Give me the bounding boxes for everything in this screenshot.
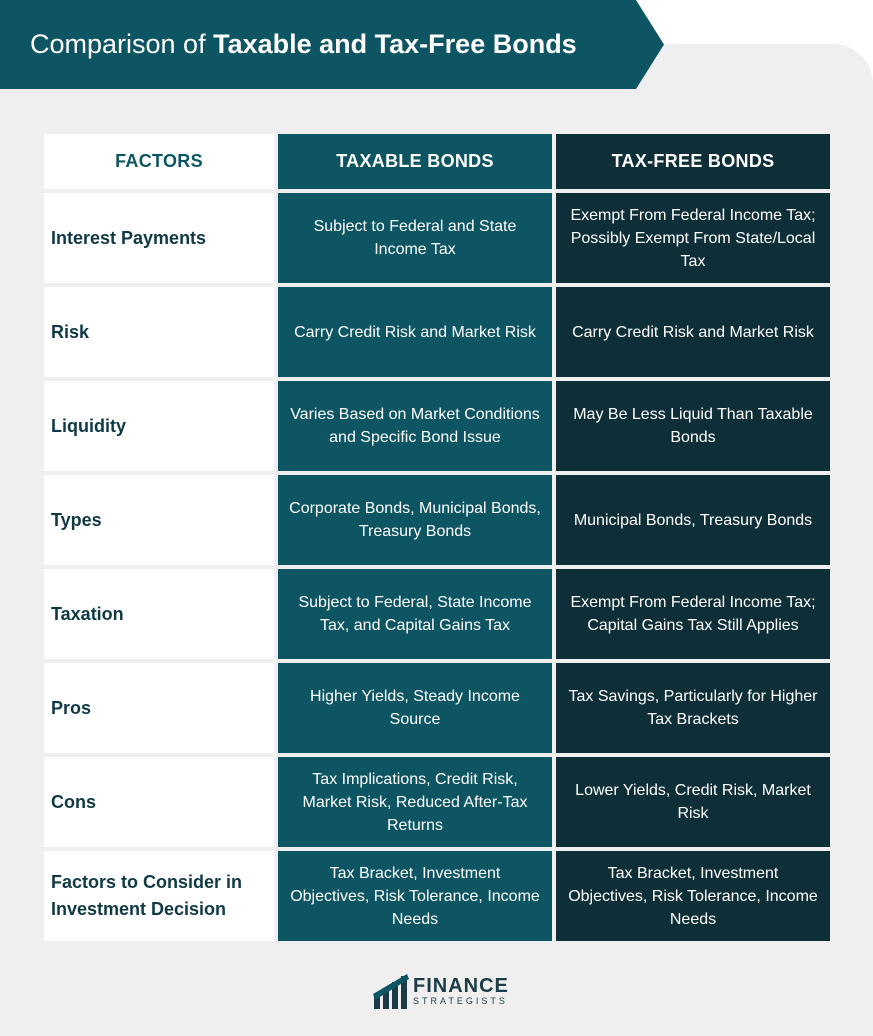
taxfree-types: Municipal Bonds, Treasury Bonds <box>556 475 830 565</box>
factor-taxation: Taxation <box>44 569 274 659</box>
comparison-table <box>44 134 830 941</box>
factor-risk: Risk <box>44 287 274 377</box>
header-factors: FACTORS <box>44 134 274 189</box>
title-banner <box>0 0 664 89</box>
taxfree-interest-payments: Exempt From Federal Income Tax; Possibly Exempt From State/Local Tax <box>556 193 830 283</box>
factor-investment-decision: Factors to Consider in Investment Decision <box>44 851 274 941</box>
title-bold: Taxable and Tax-Free Bonds <box>213 29 577 59</box>
taxable-liquidity: Varies Based on Market Conditions and Specific Bond Issue <box>278 381 552 471</box>
factor-types: Types <box>44 475 274 565</box>
taxfree-investment-decision: Tax Bracket, Investment Objectives, Risk Tolerance, Income Needs <box>556 851 830 941</box>
header-tax-free-bonds: TAX-FREE BONDS <box>556 134 830 189</box>
page-title <box>30 0 577 89</box>
factor-cons: Cons <box>44 757 274 847</box>
factor-liquidity: Liquidity <box>44 381 274 471</box>
taxable-pros: Higher Yields, Steady Income Source <box>278 663 552 753</box>
taxable-risk: Carry Credit Risk and Market Risk <box>278 287 552 377</box>
logo-text-strategists: STRATEGISTS <box>413 996 508 1006</box>
taxable-investment-decision: Tax Bracket, Investment Objectives, Risk Tolerance, Income Needs <box>278 851 552 941</box>
logo-text-finance: FINANCE <box>413 975 509 997</box>
taxfree-liquidity: May Be Less Liquid Than Taxable Bonds <box>556 381 830 471</box>
factor-pros: Pros <box>44 663 274 753</box>
header-taxable-bonds: TAXABLE BONDS <box>278 134 552 189</box>
taxable-taxation: Subject to Federal, State Income Tax, and Capital Gains Tax <box>278 569 552 659</box>
taxable-cons: Tax Implications, Credit Risk, Market Risk, Reduced After-Tax Returns <box>278 757 552 847</box>
bar-chart-logo-icon <box>373 974 409 1010</box>
taxable-types: Corporate Bonds, Municipal Bonds, Treasury Bonds <box>278 475 552 565</box>
taxfree-pros: Tax Savings, Particularly for Higher Tax Brackets <box>556 663 830 753</box>
taxfree-cons: Lower Yields, Credit Risk, Market Risk <box>556 757 830 847</box>
factor-interest-payments: Interest Payments <box>44 193 274 283</box>
taxfree-risk: Carry Credit Risk and Market Risk <box>556 287 830 377</box>
taxfree-taxation: Exempt From Federal Income Tax; Capital Gains Tax Still Applies <box>556 569 830 659</box>
title-light: Comparison of <box>30 29 206 59</box>
taxable-interest-payments: Subject to Federal and State Income Tax <box>278 193 552 283</box>
finance-strategists-logo <box>373 972 513 1012</box>
